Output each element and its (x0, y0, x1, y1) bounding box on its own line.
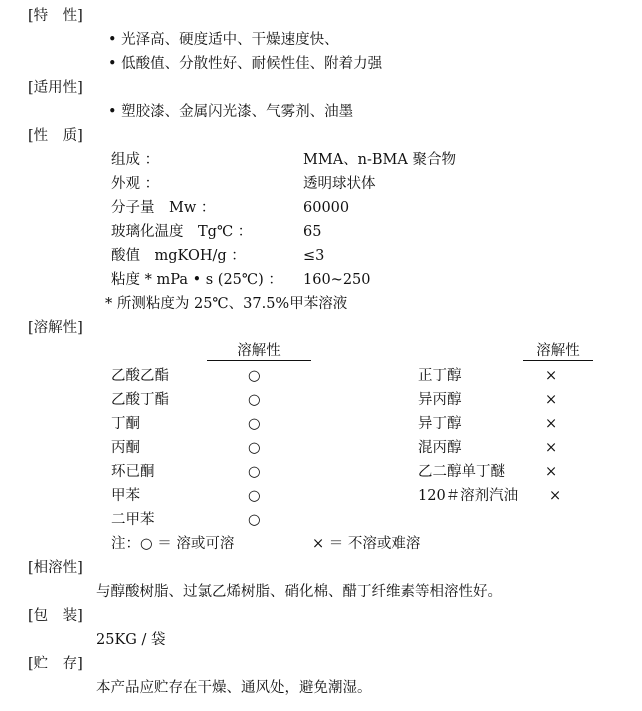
solubility-header-right: 溶解性 (523, 342, 593, 361)
solvent-name: 异丙醇 (418, 392, 462, 408)
section-title-applications: [适用性] (28, 80, 83, 96)
property-value: 60000 (303, 200, 350, 216)
section-title-packaging: [包 装] (28, 608, 83, 624)
property-value: MMA、n-BMA 聚合物 (303, 152, 456, 168)
soluble-mark: ○ (248, 488, 261, 504)
storage-text: 本产品应贮存在干燥、通风处，避免潮湿。 (96, 680, 372, 696)
soluble-mark: ○ (248, 416, 261, 432)
property-value: 160~250 (303, 272, 371, 288)
insoluble-mark: × (545, 440, 558, 456)
solvent-name: 120＃溶剂汽油 (418, 488, 519, 504)
solvent-name: 异丁醇 (418, 416, 462, 432)
section-title-properties: [性 质] (28, 128, 83, 144)
solvent-name: 丁酮 (111, 416, 140, 432)
property-value: 透明球状体 (303, 176, 376, 192)
section-title-storage: [贮 存] (28, 656, 83, 672)
legend-insoluble: × ＝ 不溶或难溶 (312, 536, 421, 552)
section-title-solubility: [溶解性] (28, 320, 83, 336)
section-title-compatibility: [相溶性] (28, 560, 83, 576)
solvent-name: 乙二醇单丁醚 (418, 464, 505, 480)
property-label: 组成 ： (111, 152, 160, 168)
soluble-mark: ○ (248, 368, 261, 384)
property-label: 外观 ： (111, 176, 160, 192)
insoluble-mark: × (545, 392, 558, 408)
viscosity-footnote: * 所测粘度为 25℃、37.5%甲苯溶液 (105, 296, 348, 312)
soluble-mark: ○ (248, 392, 261, 408)
insoluble-mark: × (545, 416, 558, 432)
soluble-mark: ○ (248, 512, 261, 528)
solubility-header-left: 溶解性 (207, 342, 311, 361)
application-bullet: • 塑胶漆、金属闪光漆、气雾剂、油墨 (108, 104, 354, 120)
insoluble-mark: × (545, 368, 558, 384)
property-label: 酸值 mgKOH/g ： (111, 248, 246, 264)
property-value: 65 (303, 224, 322, 240)
legend-soluble: 注：○ ＝ 溶或可溶 (111, 536, 235, 552)
solvent-name: 乙酸乙酯 (111, 368, 169, 384)
soluble-mark: ○ (248, 464, 261, 480)
solvent-name: 丙酮 (111, 440, 140, 456)
solvent-name: 乙酸丁酯 (111, 392, 169, 408)
property-label: 分子量 Mw ： (111, 200, 216, 216)
insoluble-mark: × (545, 464, 558, 480)
insoluble-mark: × (549, 488, 562, 504)
property-label: 粘度 * mPa • s (25℃) ： (111, 272, 283, 288)
compatibility-text: 与醇酸树脂、过氯乙烯树脂、硝化棉、醋丁纤维素等相溶性好。 (96, 584, 502, 600)
solvent-name: 混丙醇 (418, 440, 462, 456)
solvent-name: 正丁醇 (418, 368, 462, 384)
solvent-name: 甲苯 (111, 488, 140, 504)
solvent-name: 二甲苯 (111, 512, 155, 528)
property-value: ≤3 (303, 248, 325, 264)
feature-bullet: • 光泽高、硬度适中、干燥速度快、 (108, 32, 339, 48)
solvent-name: 环已酮 (111, 464, 155, 480)
property-label: 玻璃化温度 Tg℃ ： (111, 224, 253, 240)
soluble-mark: ○ (248, 440, 261, 456)
section-title-features: [特 性] (28, 8, 83, 24)
feature-bullet: • 低酸值、分散性好、耐候性佳、附着力强 (108, 56, 383, 72)
packaging-text: 25KG / 袋 (96, 632, 166, 648)
